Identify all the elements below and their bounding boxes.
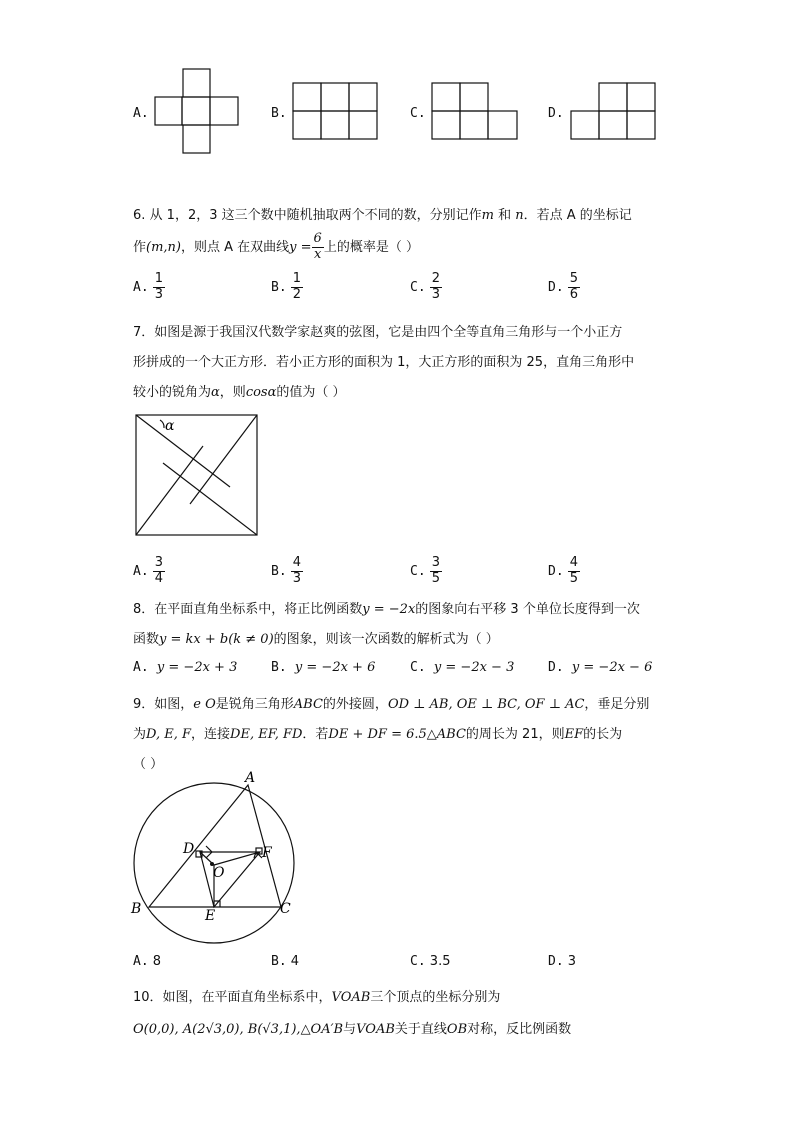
q8-option-c-label: C. — [410, 660, 426, 675]
q5-option-d-label[interactable]: D. — [548, 106, 564, 121]
q7-option-b-num: 4 — [292, 555, 302, 570]
q10-voab: VOAB — [331, 990, 371, 1005]
q9-option-d-label: D. — [548, 954, 564, 969]
q9-abc: ABC — [293, 697, 323, 712]
q9-option-c[interactable] — [410, 954, 450, 969]
q7-option-a-den: 4 — [154, 570, 164, 586]
q9-option-b-label: B. — [271, 954, 287, 969]
q6-number: 6. — [133, 208, 146, 223]
q6-option-a-label: A. — [133, 279, 149, 295]
q9-def: D, E, F — [146, 727, 192, 742]
q10-ob: OB — [446, 1022, 468, 1037]
q6-text-1: 从 1，2，3 这三个数中随机抽取两个不同的数，分别记作 — [149, 208, 482, 223]
q9-option-a-value: 8 — [152, 954, 162, 969]
q8-option-d-label: D. — [548, 660, 564, 675]
q9-text-1-mid2: 的外接圆， — [322, 697, 388, 712]
q10-line-2 — [133, 1018, 571, 1037]
q7-option-b-den: 3 — [292, 570, 302, 586]
q10-tri2: △OA′B — [300, 1022, 344, 1037]
q8-text-2-start: 函数 — [133, 632, 160, 647]
q9-text-2-end: 的周长为 21，则 — [465, 727, 565, 742]
q6-and: 和 — [493, 208, 516, 223]
q6-option-b-den: 2 — [292, 286, 302, 302]
q6-option-b-label: B. — [271, 279, 287, 295]
q9-label-d: D — [183, 841, 195, 857]
q8-option-b-label: B. — [271, 660, 287, 675]
q10-text-1-end: 三个顶点的坐标分别为 — [370, 990, 501, 1005]
q7-option-b-label: B. — [271, 563, 287, 579]
q9-label-a: A — [245, 770, 256, 786]
q7-text-3-start: 较小的锐角为 — [133, 385, 212, 400]
q5-option-c-label[interactable]: C. — [410, 106, 426, 121]
q6-frac-num: 6 — [313, 231, 322, 246]
q9-option-b[interactable] — [271, 954, 299, 969]
q6-option-a-num: 1 — [154, 271, 164, 286]
q9-option-d[interactable] — [548, 954, 576, 969]
q8-option-a-expr: y = −2x + 3 — [156, 660, 238, 675]
q10-voab2: VOAB — [356, 1022, 395, 1037]
q8-option-d-expr: y = −2x − 6 — [571, 660, 653, 675]
q9-option-c-label: C. — [410, 954, 426, 969]
q9-text-2-start: 为 — [133, 727, 147, 742]
q5-option-b-label[interactable]: B. — [271, 106, 287, 121]
q7-text-3-mid: ，则 — [219, 385, 246, 400]
q9-ef: EF — [564, 727, 584, 742]
q6-text-2-start: 作 — [133, 239, 147, 255]
q9-text-1-start: 9．如图， — [133, 697, 194, 712]
q6-option-d-label: D. — [548, 279, 564, 295]
q7-alpha: α — [211, 385, 220, 400]
q9-option-b-value: 4 — [290, 954, 300, 969]
q6-text-1-end: ．若点 A 的坐标记 — [523, 208, 632, 223]
q6-text-2-end: 上的概率是（ ） — [323, 239, 419, 255]
q9-label-o: O — [213, 865, 225, 881]
q9-option-c-value: 3.5 — [429, 954, 451, 969]
q9-label-c: C — [280, 901, 291, 917]
q6-m: m — [481, 208, 494, 223]
q7-option-c-label: C. — [410, 563, 426, 579]
q9-label-e: E — [205, 908, 216, 924]
q10-text-2-mid: 与 — [343, 1022, 357, 1037]
q9-line-3: （ ） — [133, 757, 164, 772]
q8-text-1-end: 的图象向右平移 3 个单位长度得到一次 — [415, 602, 640, 617]
q6-option-c-num: 2 — [431, 271, 441, 286]
q6-option-c-label: C. — [410, 279, 426, 295]
q7-option-d-den: 5 — [569, 570, 579, 586]
q7-line-1: 7．如图是源于我国汉代数学家赵爽的弦图，它是由四个全等直角三角形与一个小正方 — [133, 325, 623, 340]
q7-option-a-label: A. — [133, 563, 149, 579]
q6-y-eq: y = — [289, 239, 312, 255]
q7-line-2: 形拼成的一个大正方形．若小正方形的面积为 1，大正方形的面积为 25，直角三角形中 — [133, 355, 635, 370]
q6-coord: (m,n) — [146, 239, 181, 255]
q9-text-2-end2: 的长为 — [583, 727, 623, 742]
q10-text-2-end: 对称，反比例函数 — [467, 1022, 572, 1037]
q10-line-1 — [133, 986, 500, 1005]
q8-option-b-expr: y = −2x + 6 — [294, 660, 376, 675]
q9-text-2-mid2: ．若 — [302, 727, 329, 742]
q9-perp: OD ⊥ AB, OE ⊥ BC, OF ⊥ AC — [387, 697, 585, 712]
q7-option-a-num: 3 — [154, 555, 164, 570]
q6-n: n — [515, 208, 524, 223]
q7-option-d-label: D. — [548, 563, 564, 579]
q8-option-c-expr: y = −2x − 3 — [433, 660, 515, 675]
q9-option-d-value: 3 — [567, 954, 577, 969]
q10-coords: O(0,0), A(2√3,0), B(√3,1), — [133, 1022, 301, 1037]
q9-label-f: F — [262, 845, 272, 861]
q8-option-a-label: A. — [133, 660, 149, 675]
q9-option-a-label: A. — [133, 954, 149, 969]
q6-option-d-num: 5 — [569, 271, 579, 286]
q7-option-c-num: 3 — [431, 555, 441, 570]
q10-text-1-start: 10．如图，在平面直角坐标系中， — [133, 990, 332, 1005]
q8-text-1-start: 8．在平面直角坐标系中，将正比例函数 — [133, 602, 363, 617]
q7-text-3-end: 的值为（ ） — [276, 385, 346, 400]
q6-option-a-den: 3 — [154, 286, 164, 302]
q6-frac-den: x — [314, 246, 322, 262]
q6-option-d-den: 6 — [569, 286, 579, 302]
q9-tri: △ABC — [426, 727, 466, 742]
q6-option-c-den: 3 — [431, 286, 441, 302]
q9-text-1-mid: 是锐角三角形 — [215, 697, 294, 712]
q9-sum: DE + DF = 6.5 — [328, 727, 427, 742]
q9-text-2-mid: ，连接 — [191, 727, 231, 742]
q7-option-d-num: 4 — [569, 555, 579, 570]
q6-text-2-mid: ，则点 A 在双曲线 — [181, 239, 290, 255]
q5-option-a-label[interactable]: A. — [133, 106, 149, 121]
q8-func-1: y = −2x — [362, 602, 416, 617]
q10-text-2-mid2: 关于直线 — [394, 1022, 447, 1037]
q8-text-2-end: 的图象，则该一次函数的解析式为（ ） — [273, 632, 499, 647]
q7-cos: cosα — [245, 385, 277, 400]
q9-segs: DE, EF, FD — [230, 727, 303, 742]
q9-label-b: B — [131, 901, 142, 917]
q9-option-a[interactable] — [133, 954, 161, 969]
q8-func-2: y = kx + b(k ≠ 0) — [159, 632, 274, 647]
q9-text-1-end: ，垂足分别 — [584, 697, 650, 712]
q9-circle-o: e O — [193, 697, 216, 712]
q7-figure-alpha-label: α — [165, 418, 175, 434]
q6-option-b-num: 1 — [292, 271, 302, 286]
q7-option-c-den: 5 — [431, 570, 441, 586]
